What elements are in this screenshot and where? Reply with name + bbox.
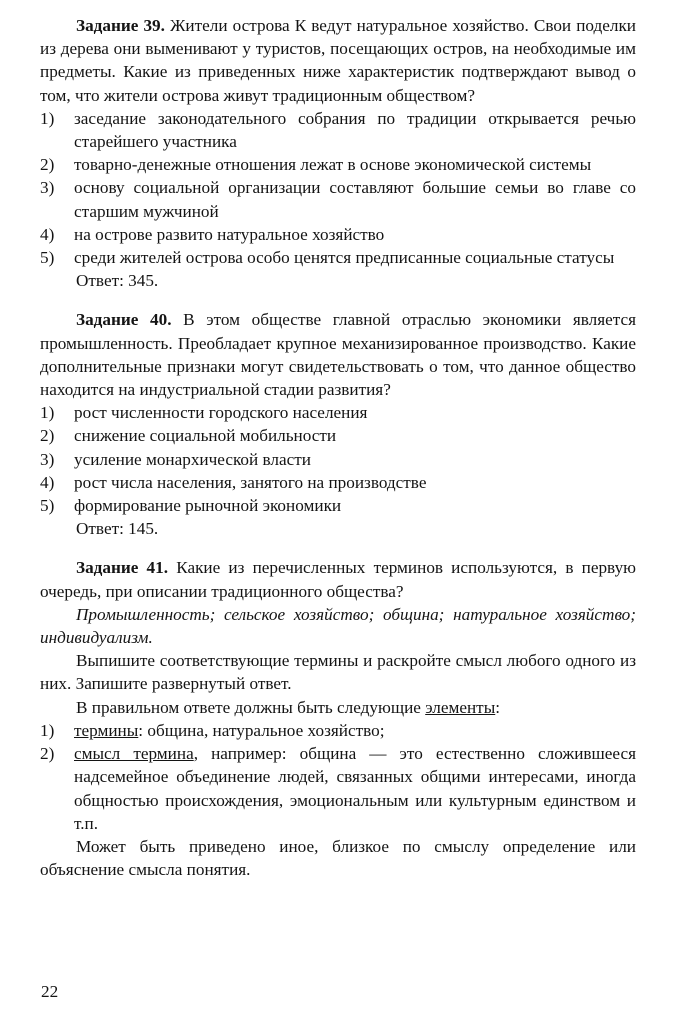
element-label: термины	[74, 720, 139, 740]
task-39	[40, 14, 636, 292]
option-number: 3)	[40, 178, 55, 198]
list-item	[40, 494, 636, 517]
option-number: 2)	[40, 426, 55, 446]
task-41-elements-intro	[40, 696, 636, 719]
list-item	[40, 176, 636, 222]
task-40	[40, 308, 636, 540]
task-41	[40, 556, 636, 881]
option-number: 2)	[40, 155, 55, 175]
option-number: 3)	[40, 449, 55, 469]
task-41-terms: Промышленность; сельское хозяйство; община; натуральное хозяйство; индивидуализм.	[40, 604, 636, 648]
option-text: снижение социальной мобильности	[74, 426, 337, 446]
option-text: усиление монархической власти	[74, 449, 311, 469]
task-41-question	[40, 556, 636, 602]
option-number: 4)	[40, 224, 55, 244]
page-number: 22	[41, 982, 59, 1001]
list-item	[40, 107, 636, 153]
option-text: рост числа населения, занятого на производстве	[74, 472, 427, 492]
list-item	[40, 448, 636, 471]
task-40-options	[40, 401, 636, 517]
option-number: 5)	[40, 248, 55, 268]
task-40-text: В этом обществе главной отраслью экономики является промышленность. Преобладает крупное механизированное производство. Какие дополнительные признаки могут свидетельствовать о том, что данное общество находится на индустриальной стадии развития?	[40, 310, 637, 400]
element-text: : община, натуральное хозяйство;	[138, 720, 385, 740]
list-item	[40, 223, 636, 246]
option-text: на острове развито натуральное хозяйство	[74, 224, 385, 244]
option-text: среди жителей острова особо ценятся предписанные социальные статусы	[74, 248, 615, 268]
element-number: 2)	[40, 744, 55, 764]
list-item	[40, 742, 636, 835]
option-text: заседание законодательного собрания по традиции открывается речью старейшего участника	[74, 108, 636, 152]
option-number: 5)	[40, 496, 55, 516]
task-40-answer: Ответ: 145.	[76, 519, 159, 539]
element-label: смысл термина	[74, 744, 194, 764]
element-text: , например: община — это естественно сложившееся надсемейное объединение людей, связанных общими интересами, иногда общностью происхождения, эмоциональным или культурным единством и т.п.	[74, 744, 637, 833]
option-number: 4)	[40, 472, 55, 492]
task-40-question	[40, 308, 636, 401]
task-39-answer: Ответ: 345.	[76, 271, 159, 291]
list-item	[40, 153, 636, 176]
option-text: рост численности городского населения	[74, 403, 368, 423]
task-39-text: Жители острова К ведут натуральное хозяйство. Свои поделки из дерева они выменивают у туристов, посещающих остров, на необходимые им предметы. Какие из приведенных ниже характеристик подтверждают вывод о том, что жители острова живут традиционным обществом?	[40, 16, 636, 105]
option-text: товарно-денежные отношения лежат в основе экономической системы	[74, 155, 592, 175]
task-41-elements	[40, 719, 636, 835]
list-item	[40, 424, 636, 447]
elements-colon: :	[495, 697, 501, 717]
elements-intro-text: В правильном ответе должны быть следующие	[76, 697, 426, 717]
option-text: основу социальной организации составляют большие семьи во главе со старшим мужчиной	[74, 178, 636, 221]
task-39-options	[40, 107, 636, 269]
list-item	[40, 719, 636, 742]
elements-word: элементы	[425, 697, 496, 717]
task-41-text: Какие из перечисленных терминов используются, в первую очередь, при описании традиционного общества?	[40, 558, 637, 601]
option-number: 1)	[40, 108, 55, 128]
list-item	[40, 401, 636, 424]
element-number: 1)	[40, 720, 55, 740]
task-39-question	[40, 14, 636, 107]
task-41-instruction: Выпишите соответствующие термины и раскройте смысл любого одного из них. Запишите развернутый ответ.	[40, 651, 636, 694]
task-40-title: Задание 40.	[76, 310, 172, 330]
list-item	[40, 246, 636, 269]
task-41-title: Задание 41.	[76, 558, 169, 578]
option-number: 1)	[40, 403, 55, 423]
list-item	[40, 471, 636, 494]
option-text: формирование рыночной экономики	[74, 496, 342, 516]
task-39-title: Задание 39.	[76, 16, 165, 35]
task-41-closing: Может быть приведено иное, близкое по смыслу определение или объяснение смысла понятия.	[40, 836, 636, 880]
document-page	[40, 14, 636, 881]
